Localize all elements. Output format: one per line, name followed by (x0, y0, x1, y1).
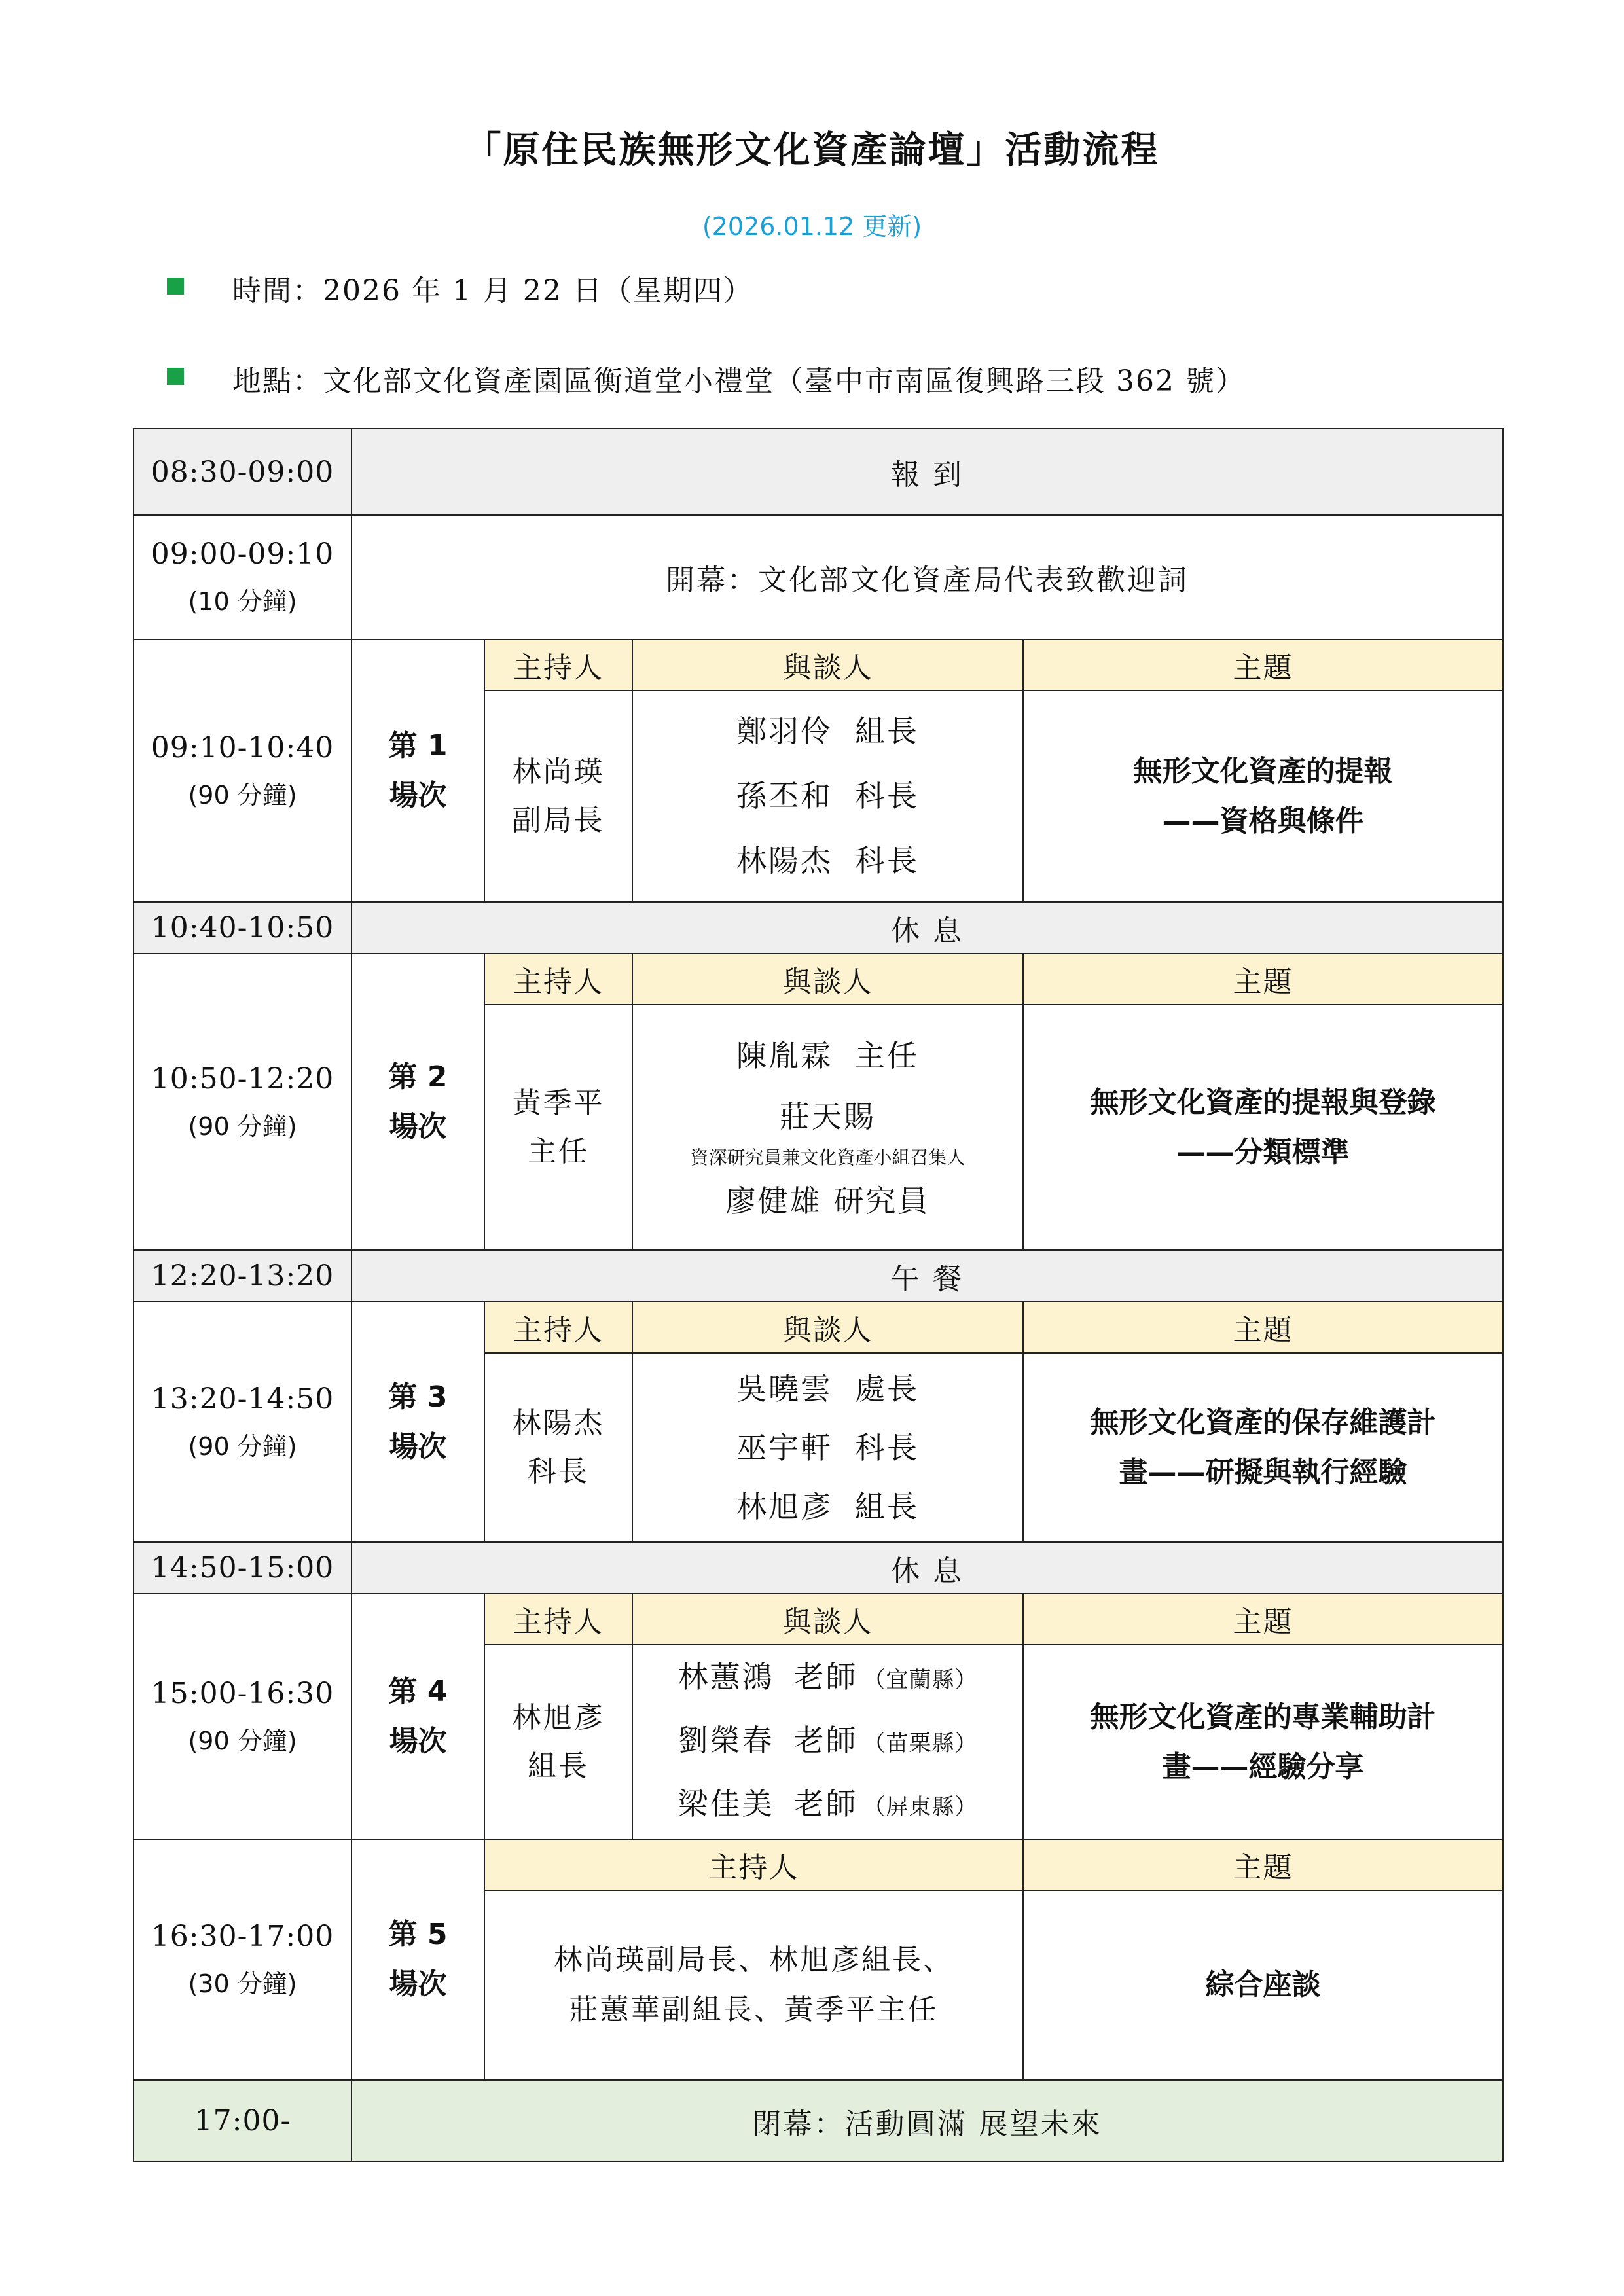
lunch-row (134, 1250, 1503, 1302)
session-4-duration: (90 分鐘) (188, 1726, 297, 1755)
host-header: 主持人 (484, 1839, 1023, 1890)
panelist: 吳曉雲 處長 (736, 1371, 919, 1407)
panelist: 劉榮春 老師 （苗栗縣） (677, 1723, 978, 1758)
panelist: 林陽杰 科長 (736, 843, 919, 878)
break-1-time: 10:40-10:50 (134, 902, 352, 954)
session-5-hosts: 林尚瑛副局長、林旭彥組長、 莊蕙華副組長、黃季平主任 (484, 1890, 1023, 2080)
panel-header: 與談人 (632, 1302, 1023, 1353)
break-2-row (134, 1542, 1503, 1594)
topic-header: 主題 (1023, 639, 1503, 691)
event-place-label: 地點：文化部文化資產園區衡道堂小禮堂（臺中市南區復興路三段 362 號） (232, 365, 1246, 398)
session-1-time-cell (134, 639, 352, 902)
session-3-suffix: 場次 (389, 1429, 447, 1463)
bullet-square-icon (167, 278, 184, 295)
host-header: 主持人 (484, 1302, 632, 1353)
session-1-host (484, 691, 632, 902)
session-1-host-name: 林尚瑛 (512, 755, 605, 789)
session-2-header-row (134, 954, 1503, 1005)
panelist: 廖健雄 研究員 (725, 1183, 930, 1219)
break-1-row (134, 902, 1503, 954)
session-3-host (484, 1353, 632, 1542)
break-2-time: 14:50-15:00 (134, 1542, 352, 1594)
topic-header: 主題 (1023, 1302, 1503, 1353)
closing-time: 17:00- (134, 2080, 352, 2162)
session-2-topic: 無形文化資產的提報與登錄 ——分類標準 (1023, 1005, 1503, 1250)
panelist: 梁佳美 老師 （屏東縣） (677, 1786, 978, 1821)
session-2-panelists (632, 1005, 1023, 1250)
panelist-note: 資深研究員兼文化資產小組召集人 (690, 1147, 965, 1168)
topic-header: 主題 (1023, 954, 1503, 1005)
lunch-text: 午 餐 (352, 1250, 1503, 1302)
session-5-suffix: 場次 (389, 1967, 447, 2001)
checkin-text: 報 到 (352, 429, 1503, 515)
session-2-suffix: 場次 (389, 1109, 447, 1143)
opening-time: 09:00-09:10 (151, 537, 334, 571)
session-1-header-row (134, 639, 1503, 691)
session-3-host-name: 林陽杰 (512, 1406, 605, 1440)
session-4-time-cell (134, 1594, 352, 1839)
session-3-duration: (90 分鐘) (188, 1431, 297, 1461)
session-1-time: 09:10-10:40 (151, 730, 334, 764)
host-header: 主持人 (484, 954, 632, 1005)
session-5-topic: 綜合座談 (1023, 1890, 1503, 2080)
session-2-host (484, 1005, 632, 1250)
panelist: 莊天賜 (780, 1099, 876, 1134)
session-3-number: 第 3 (388, 1380, 448, 1414)
break-1-text: 休 息 (352, 902, 1503, 954)
session-3-header-row (134, 1302, 1503, 1353)
session-4-topic: 無形文化資產的專業輔助計 畫——經驗分享 (1023, 1645, 1503, 1839)
session-3-topic: 無形文化資產的保存維護計 畫——研擬與執行經驗 (1023, 1353, 1503, 1542)
panel-header: 與談人 (632, 1594, 1023, 1645)
session-3-host-title: 科長 (528, 1454, 589, 1488)
panel-header: 與談人 (632, 954, 1023, 1005)
session-5-header-row (134, 1839, 1503, 1890)
checkin-row (134, 429, 1503, 515)
panelist: 林蕙鴻 老師 （宜蘭縣） (677, 1659, 978, 1695)
bullet-square-icon (167, 368, 184, 385)
update-date: (2026.01.12 更新) (702, 212, 922, 241)
topic-header: 主題 (1023, 1594, 1503, 1645)
opening-text: 開幕：文化部文化資產局代表致歡迎詞 (352, 515, 1503, 639)
page-title: 「原住民族無形文化資產論壇」活動流程 (464, 129, 1160, 171)
session-3-time: 13:20-14:50 (151, 1382, 334, 1416)
session-4-suffix: 場次 (389, 1724, 447, 1758)
panelist: 巫宇軒 科長 (736, 1429, 919, 1465)
session-2-host-title: 主任 (528, 1134, 589, 1168)
panel-header: 與談人 (632, 639, 1023, 691)
schedule-table (133, 428, 1504, 2162)
session-4-number: 第 4 (388, 1674, 448, 1708)
panelist: 林旭彥 組長 (736, 1488, 919, 1524)
session-4-host-title: 組長 (528, 1749, 589, 1783)
session-2-number: 第 2 (388, 1060, 448, 1094)
session-2-host-name: 黃季平 (512, 1086, 605, 1120)
session-4-host (484, 1645, 632, 1839)
session-1-number: 第 1 (388, 728, 448, 762)
session-1-label (352, 639, 484, 902)
session-4-time: 15:00-16:30 (151, 1676, 334, 1710)
opening-duration: (10 分鐘) (188, 587, 297, 616)
session-2-time-cell (134, 954, 352, 1250)
session-4-panelists (632, 1645, 1023, 1839)
session-4-label (352, 1594, 484, 1839)
host-header: 主持人 (484, 1594, 632, 1645)
session-2-label (352, 954, 484, 1250)
break-2-text: 休 息 (352, 1542, 1503, 1594)
host-header: 主持人 (484, 639, 632, 691)
checkin-time: 08:30-09:00 (134, 429, 352, 515)
session-3-panelists (632, 1353, 1023, 1542)
session-2-time: 10:50-12:20 (151, 1062, 334, 1096)
lunch-time: 12:20-13:20 (134, 1250, 352, 1302)
session-4-host-name: 林旭彥 (512, 1700, 605, 1734)
session-1-suffix: 場次 (389, 778, 447, 812)
session-3-time-cell (134, 1302, 352, 1542)
topic-header: 主題 (1023, 1839, 1503, 1890)
panelist: 孫丕和 科長 (736, 778, 919, 814)
closing-row (134, 2080, 1503, 2162)
session-5-time-cell (134, 1839, 352, 2080)
closing-text: 閉幕：活動圓滿 展望未來 (352, 2080, 1503, 2162)
event-time-label: 時間：2026 年 1 月 22 日（星期四） (232, 274, 753, 308)
session-5-number: 第 5 (388, 1918, 448, 1951)
session-5-time: 16:30-17:00 (151, 1920, 334, 1953)
session-1-panelists (632, 691, 1023, 902)
session-1-host-title: 副局長 (512, 803, 605, 837)
session-5-duration: (30 分鐘) (188, 1969, 297, 1998)
session-1-duration: (90 分鐘) (188, 780, 297, 810)
panelist: 鄭羽伶 組長 (736, 713, 919, 749)
opening-time-cell (134, 515, 352, 639)
session-4-header-row (134, 1594, 1503, 1645)
session-1-topic: 無形文化資產的提報 ——資格與條件 (1023, 691, 1503, 902)
session-3-label (352, 1302, 484, 1542)
panelist: 陳胤霖 主任 (736, 1038, 919, 1073)
session-5-label (352, 1839, 484, 2080)
session-2-duration: (90 分鐘) (188, 1111, 297, 1141)
opening-row (134, 515, 1503, 639)
